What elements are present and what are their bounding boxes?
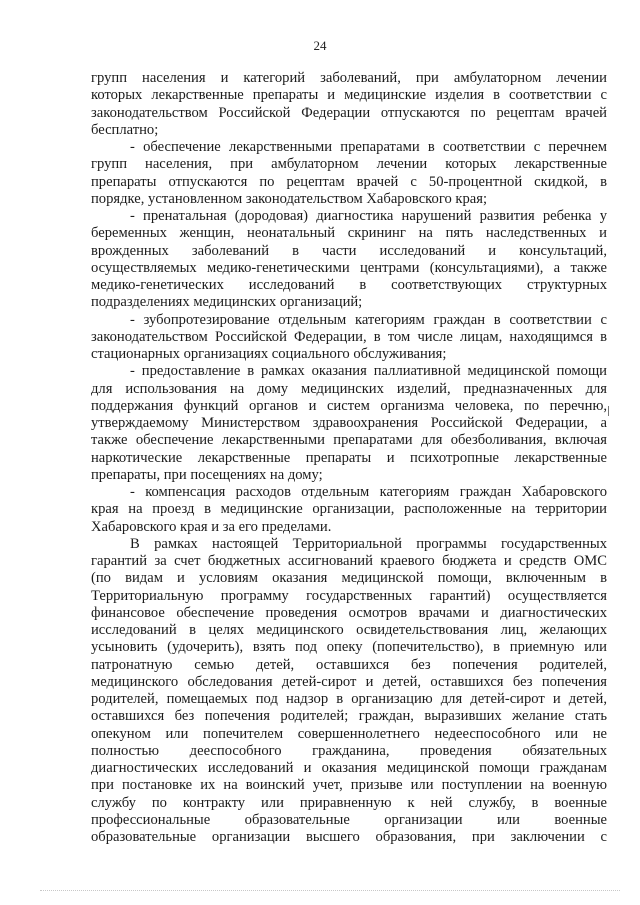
text-line: полностью дееспособного гражданина, проведения обязательных <box>91 742 607 759</box>
scan-mark <box>608 406 609 416</box>
text-line: медицинского обследования детей-сирот и детей, оставшихся без попечения <box>91 673 607 690</box>
text-line: службу по контракту или приравненную к ней службу, в военные <box>91 794 607 811</box>
text-line: медико-генетических исследований в соответствующих структурных <box>91 277 607 293</box>
text-line: стационарных организациях социального обслуживания; <box>91 346 447 362</box>
text-line: поддержания функций органов и систем организма человека, по перечню, <box>91 397 607 414</box>
text-line: - зубопротезирование отдельным категориям граждан в соответствии с <box>130 311 607 328</box>
text-line: групп населения и категорий заболеваний, при амбулаторном лечении <box>91 70 607 86</box>
text-line: края на проезд в медицинские организации, расположенные на территории <box>91 501 607 518</box>
scan-edge <box>40 890 620 892</box>
text-line: профессиональные образовательные организации или военные <box>91 811 607 828</box>
text-line: осуществляемых медико-генетическими центрами (консультациями), а также <box>91 259 607 276</box>
text-line: опекуном или попечителем совершеннолетнего недееспособного или не <box>91 725 607 742</box>
text-line: беременных женщин, неонатальный скрининг на пять наследственных и <box>91 225 607 242</box>
body-text <box>91 70 607 846</box>
text-line: гарантий за счет бюджетных ассигнований краевого бюджета и средств ОМС <box>91 553 607 569</box>
text-line: подразделениях медицинских организаций; <box>91 294 363 311</box>
text-line: препараты отпускаются по рецептам врачей с 50-процентной скидкой, в <box>91 173 607 190</box>
text-line: наркотические лекарственные препараты и психотропные лекарственные <box>91 449 607 466</box>
text-line: Территориальную программу государственных гарантий) осуществляется <box>91 587 607 604</box>
text-line: - обеспечение лекарственными препаратами в соответствии с перечнем <box>130 139 607 155</box>
text-line: при постановке их на воинский учет, призыве или поступлении на военную <box>91 777 607 794</box>
text-line: бесплатно; <box>91 121 159 138</box>
text-line: групп населения, при амбулаторном лечении которых лекарственные <box>91 156 607 173</box>
text-line: В рамках настоящей Территориальной программы государственных <box>130 535 607 552</box>
text-line: Хабаровского края и за его пределами. <box>91 518 332 535</box>
text-line: препараты, при посещениях на дому; <box>91 466 323 483</box>
text-line: родителей, помещаемых под надзор в организацию для детей-сирот и детей, <box>91 691 607 707</box>
text-line: исследований в целях медицинского освидетельствования лиц, желающих <box>91 622 607 638</box>
text-line: патронатную семью детей, оставшихся без попечения родителей, <box>91 656 607 673</box>
text-line: законодательством Российской Федерации отпускаются по рецептам врачей <box>91 104 607 121</box>
text-line: диагностических исследований и оказания медицинской помощи гражданам <box>91 760 607 776</box>
text-line: порядке, установленном законодательством Хабаровского края; <box>91 190 488 207</box>
text-line: (по видам и условиям оказания медицинской помощи, включенным в <box>91 570 607 587</box>
text-line: финансовое обеспечение проведения осмотров врачами и диагностических <box>91 604 607 621</box>
text-line: - компенсация расходов отдельным категориям граждан Хабаровского <box>130 484 607 500</box>
text-line: утверждаемому Министерством здравоохранения Российской Федерации, а <box>91 415 607 431</box>
text-line: для использования на дому медицинских изделий, предназначенных для <box>91 380 607 397</box>
text-line: образовательные организации высшего образования, при заключении с <box>91 829 607 845</box>
page-number: 24 <box>313 38 327 53</box>
text-line: врожденных заболеваний в части исследований и консультаций, <box>91 242 607 259</box>
text-line: также обеспечение лекарственными препаратами для обезболивания, включая <box>91 432 607 449</box>
text-line: усыновить (удочерить), взять под опеку (попечительство), в приемную или <box>91 639 607 656</box>
text-line: - пренатальная (дородовая) диагностика нарушений развития ребенка у <box>130 208 607 224</box>
text-line: - предоставление в рамках оказания паллиативной медицинской помощи <box>130 363 607 380</box>
text-line: оставшихся без попечения родителей; граждан, выразивших желание стать <box>91 708 607 725</box>
text-line: законодательством Российской Федерации, в том числе лицам, находящимся в <box>91 328 607 345</box>
text-line: которых лекарственные препараты и медицинские изделия в соответствии с <box>91 87 607 104</box>
